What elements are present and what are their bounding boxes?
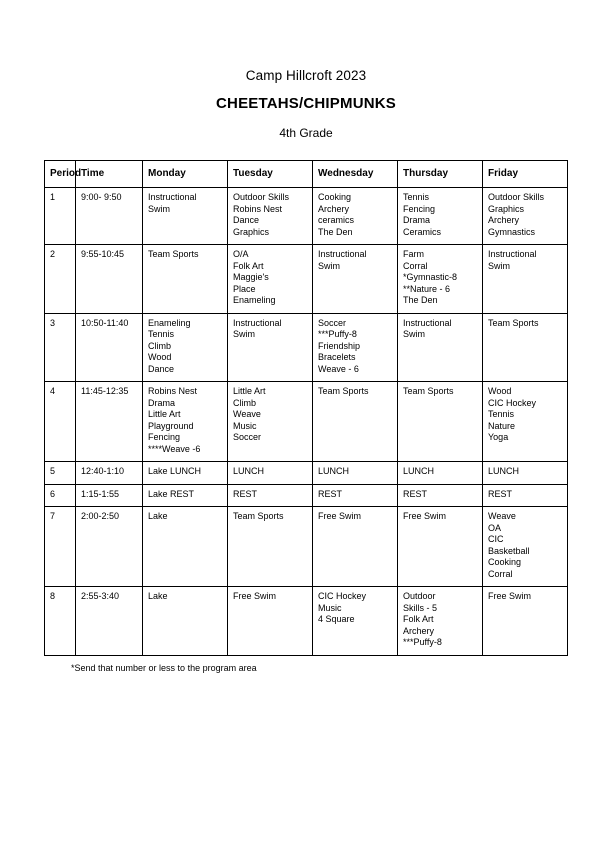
- group-name: CHEETAHS/CHIPMUNKS: [216, 95, 396, 112]
- activity-line: Swim: [488, 260, 510, 271]
- activity-line: Playground: [148, 420, 194, 431]
- activity-line: Swim: [403, 329, 425, 339]
- activity-line: Soccer: [318, 317, 347, 328]
- activity-line: Instructional: [488, 249, 537, 259]
- activities-cell-tuesday: [228, 462, 313, 485]
- activities-cell-monday: [143, 313, 228, 382]
- activities-cell-thursday: [398, 462, 483, 485]
- activities-cell-monday: [143, 382, 228, 462]
- footnote: *Send that number or less to the program area: [71, 662, 257, 673]
- activity-line: Friendship: [318, 340, 361, 351]
- activity-line: Basketball: [488, 545, 530, 556]
- activity-line: Enameling: [233, 295, 276, 305]
- activity-line: Robins Nest: [233, 203, 283, 214]
- activity-line: Climb: [148, 340, 172, 351]
- table-row: [45, 382, 568, 462]
- period-number: 6: [45, 484, 76, 507]
- table-row: [45, 507, 568, 587]
- activity-line: Team Sports: [488, 317, 539, 328]
- table-row: [45, 462, 568, 485]
- activity-line: Skills - 5: [403, 602, 438, 613]
- header-row: [45, 161, 568, 188]
- activities-cell-monday: [143, 507, 228, 587]
- activity-line: Cooking: [318, 192, 352, 202]
- activity-line: Folk Art: [233, 260, 264, 271]
- activity-line: Lake LUNCH: [148, 466, 202, 476]
- activities-cell-tuesday: [228, 382, 313, 462]
- activity-line: Corral: [403, 260, 428, 271]
- activity-line: The Den: [403, 295, 438, 305]
- column-header-thursday: Thursday: [398, 161, 483, 188]
- activity-line: Tennis: [403, 192, 430, 202]
- table-body: [45, 188, 568, 656]
- activities-cell-thursday: [398, 382, 483, 462]
- activity-line: Graphics: [233, 226, 270, 237]
- activities-cell-tuesday: [228, 188, 313, 245]
- activities-cell-wednesday: [313, 507, 398, 587]
- activities-cell-wednesday: [313, 245, 398, 314]
- activity-line: LUNCH: [403, 466, 435, 476]
- activities-cell-friday: [483, 587, 568, 656]
- activities-cell-monday: [143, 484, 228, 507]
- activity-line: OA: [488, 522, 502, 533]
- activities-cell-thursday: [398, 245, 483, 314]
- period-number: 8: [45, 587, 76, 656]
- activities-cell-wednesday: [313, 587, 398, 656]
- activity-line: Instructional: [403, 317, 452, 328]
- activity-line: Team Sports: [403, 386, 454, 396]
- activity-line: REST: [488, 488, 513, 499]
- activities-cell-friday: [483, 484, 568, 507]
- activity-line: Farm: [403, 249, 424, 259]
- activity-line: LUNCH: [233, 466, 265, 476]
- period-time: 1:15-1:55: [76, 484, 143, 507]
- activity-line: Corral: [488, 568, 513, 579]
- activity-line: Instructional: [233, 317, 282, 328]
- activity-line: Lake REST: [148, 488, 195, 499]
- activities-cell-tuesday: [228, 587, 313, 656]
- activity-line: Free Swim: [318, 511, 362, 521]
- column-header-time: Time: [76, 161, 143, 188]
- activity-line: Graphics: [488, 203, 525, 214]
- period-time: 9:55-10:45: [76, 245, 143, 314]
- activities-cell-wednesday: [313, 462, 398, 485]
- activity-line: Instructional: [318, 249, 367, 259]
- activities-cell-thursday: [398, 484, 483, 507]
- activity-line: Swim: [233, 329, 255, 339]
- activity-line: Yoga: [488, 432, 509, 442]
- activity-line: ***Puffy-8: [318, 329, 357, 339]
- activities-cell-monday: [143, 188, 228, 245]
- activities-cell-thursday: [398, 313, 483, 382]
- activities-cell-friday: [483, 507, 568, 587]
- activity-line: Music: [318, 602, 342, 613]
- activity-line: CIC: [488, 534, 504, 544]
- period-number: 3: [45, 313, 76, 382]
- period-number: 7: [45, 507, 76, 587]
- camp-name: Camp Hillcroft 2023: [245, 68, 367, 83]
- period-time: 2:55-3:40: [76, 587, 143, 656]
- activity-line: Tennis: [148, 329, 175, 339]
- activity-line: CIC Hockey: [488, 397, 537, 408]
- activities-cell-tuesday: [228, 484, 313, 507]
- schedule-page: [0, 68, 612, 860]
- activity-line: O/A: [233, 249, 249, 259]
- table-row: [45, 188, 568, 245]
- column-header-friday: Friday: [483, 161, 568, 188]
- activity-line: Lake: [148, 511, 168, 521]
- activity-line: Drama: [148, 397, 176, 408]
- activity-line: Cooking: [488, 557, 522, 567]
- activity-line: *Gymnastic-8: [403, 272, 458, 282]
- column-header-tuesday: Tuesday: [228, 161, 313, 188]
- activity-line: 4 Square: [318, 614, 355, 624]
- activities-cell-thursday: [398, 188, 483, 245]
- column-header-monday: Monday: [143, 161, 228, 188]
- activity-line: REST: [233, 488, 258, 499]
- period-time: 11:45-12:35: [76, 382, 143, 462]
- column-header-wednesday: Wednesday: [313, 161, 398, 188]
- activity-line: Dance: [148, 363, 175, 374]
- activity-line: Ceramics: [403, 226, 442, 237]
- activity-line: Archery: [318, 203, 350, 214]
- activity-line: **Nature - 6: [403, 283, 451, 294]
- grade-level: 4th Grade: [279, 126, 333, 140]
- activity-line: Outdoor Skills: [488, 192, 545, 202]
- period-number: 2: [45, 245, 76, 314]
- activities-cell-monday: [143, 462, 228, 485]
- table-row: [45, 313, 568, 382]
- activity-line: Nature: [488, 420, 516, 431]
- activity-line: Weave: [233, 409, 261, 419]
- activity-line: REST: [318, 488, 343, 499]
- activity-line: Climb: [233, 397, 257, 408]
- activity-line: Weave: [488, 511, 516, 521]
- activity-line: Maggie's: [233, 272, 269, 282]
- activity-line: Gymnastics: [488, 226, 536, 237]
- table-row: [45, 587, 568, 656]
- activities-cell-tuesday: [228, 507, 313, 587]
- activity-line: Free Swim: [233, 591, 277, 601]
- activities-cell-tuesday: [228, 313, 313, 382]
- activities-cell-thursday: [398, 587, 483, 656]
- table-header: [45, 161, 568, 188]
- activity-line: CIC Hockey: [318, 591, 367, 601]
- activity-line: ****Weave -6: [148, 443, 201, 454]
- activities-cell-friday: [483, 462, 568, 485]
- period-time: 10:50-11:40: [76, 313, 143, 382]
- activities-cell-wednesday: [313, 382, 398, 462]
- table-row: [45, 245, 568, 314]
- activity-line: Soccer: [233, 432, 262, 442]
- title-block: [0, 68, 612, 140]
- activity-line: Archery: [403, 625, 435, 636]
- column-header-period: Period: [45, 161, 76, 188]
- weekly-schedule-table: [44, 160, 568, 656]
- activity-line: Instructional: [148, 192, 197, 202]
- activity-line: Wood: [148, 352, 172, 362]
- activity-line: Folk Art: [403, 614, 434, 624]
- activity-line: Team Sports: [318, 386, 369, 396]
- activity-line: Free Swim: [488, 591, 532, 601]
- activity-line: Wood: [488, 386, 512, 396]
- activity-line: Swim: [148, 203, 170, 214]
- period-number: 4: [45, 382, 76, 462]
- activity-line: Drama: [403, 215, 431, 225]
- period-number: 1: [45, 188, 76, 245]
- activity-line: Bracelets: [318, 352, 356, 362]
- activity-line: The Den: [318, 226, 353, 237]
- activity-line: Team Sports: [233, 511, 284, 521]
- activities-cell-monday: [143, 245, 228, 314]
- activity-line: Fencing: [403, 203, 436, 214]
- activities-cell-monday: [143, 587, 228, 656]
- activity-line: Lake: [148, 591, 168, 601]
- table-row: [45, 484, 568, 507]
- activity-line: Place: [233, 283, 256, 294]
- activity-line: LUNCH: [488, 466, 520, 476]
- activities-cell-wednesday: [313, 484, 398, 507]
- activities-cell-friday: [483, 245, 568, 314]
- activities-cell-friday: [483, 188, 568, 245]
- activities-cell-thursday: [398, 507, 483, 587]
- period-time: 9:00- 9:50: [76, 188, 143, 245]
- activity-line: Archery: [488, 215, 520, 225]
- activity-line: REST: [403, 488, 428, 499]
- period-number: 5: [45, 462, 76, 485]
- activity-line: Team Sports: [148, 249, 199, 259]
- activity-line: Little Art: [233, 386, 266, 396]
- period-time: 12:40-1:10: [76, 462, 143, 485]
- activity-line: Free Swim: [403, 511, 447, 521]
- activity-line: ***Puffy-8: [403, 637, 442, 647]
- activities-cell-wednesday: [313, 188, 398, 245]
- activities-cell-friday: [483, 313, 568, 382]
- activity-line: Weave - 6: [318, 363, 359, 374]
- activity-line: Dance: [233, 215, 260, 225]
- activity-line: Music: [233, 420, 257, 431]
- activity-line: Outdoor: [403, 591, 436, 601]
- activities-cell-wednesday: [313, 313, 398, 382]
- activity-line: Swim: [318, 260, 340, 271]
- activity-line: Fencing: [148, 432, 181, 442]
- activity-line: Robins Nest: [148, 386, 198, 396]
- activity-line: Outdoor Skills: [233, 192, 290, 202]
- activities-cell-friday: [483, 382, 568, 462]
- activity-line: Enameling: [148, 317, 191, 328]
- activities-cell-tuesday: [228, 245, 313, 314]
- activity-line: Little Art: [148, 409, 181, 419]
- activity-line: ceramics: [318, 215, 355, 225]
- activity-line: LUNCH: [318, 466, 350, 476]
- period-time: 2:00-2:50: [76, 507, 143, 587]
- activity-line: Tennis: [488, 409, 515, 419]
